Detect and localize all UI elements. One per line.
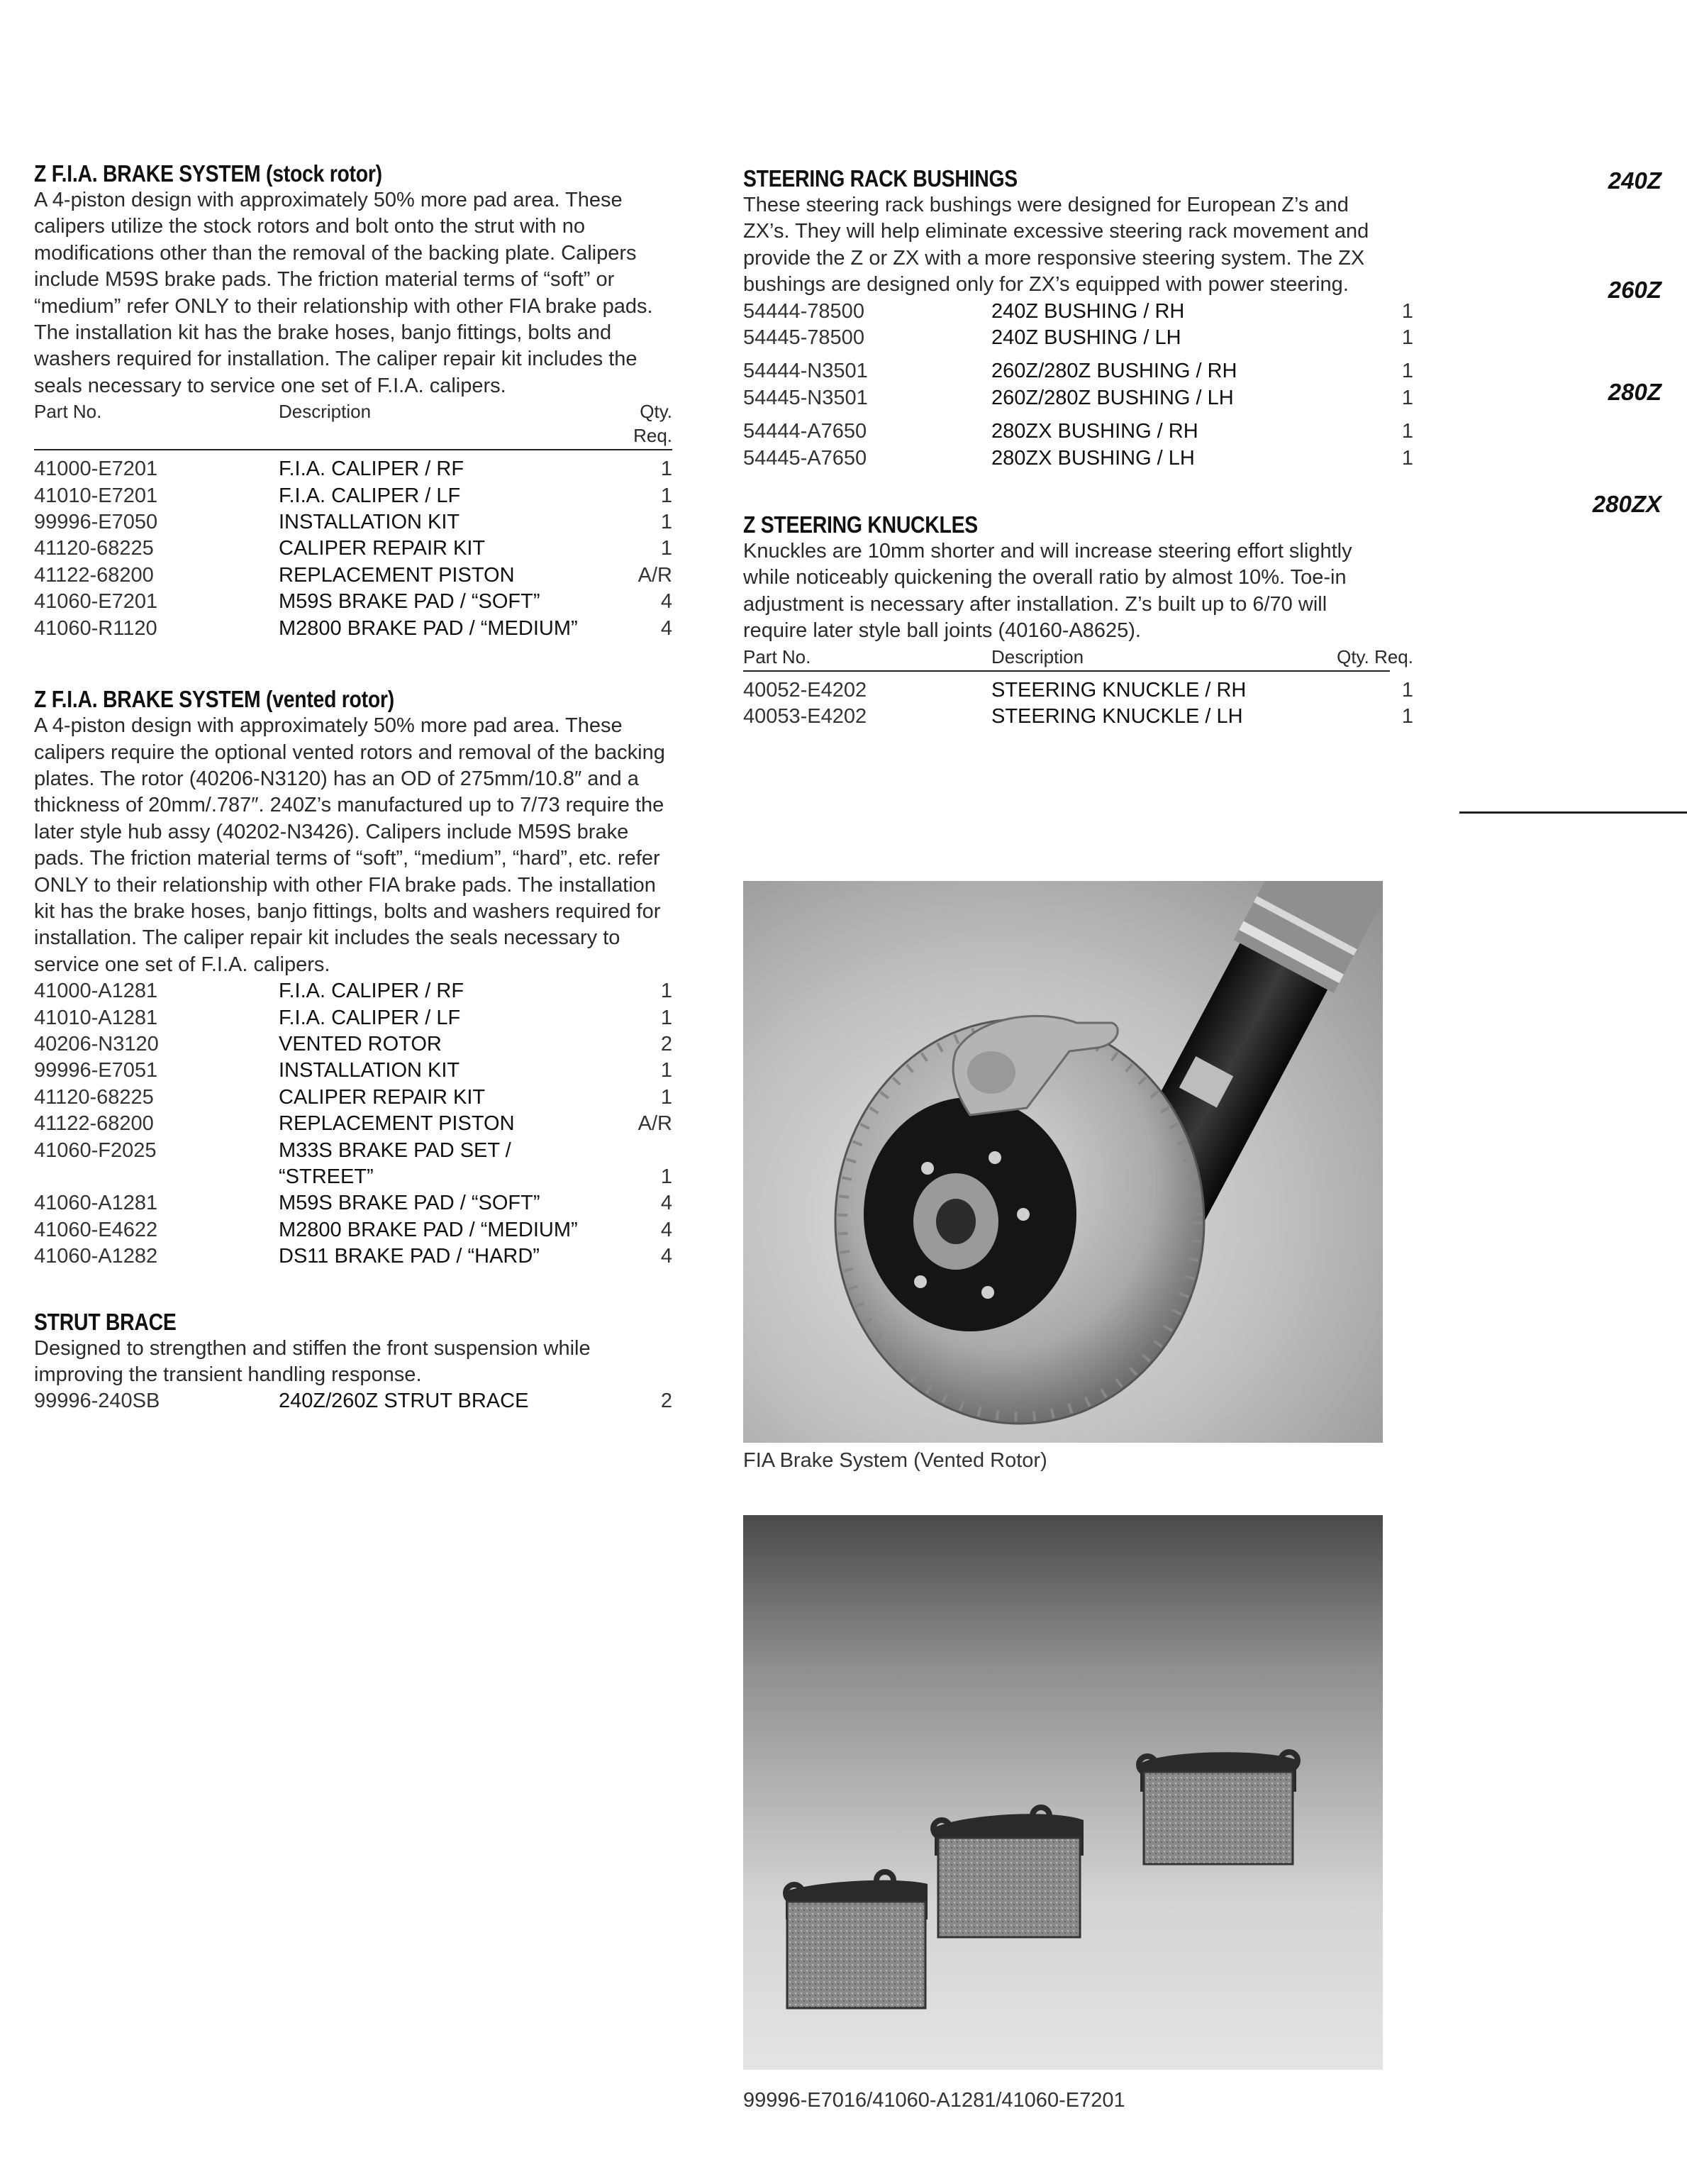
part-number: 41120-68225 (34, 537, 154, 560)
table-row (34, 1243, 672, 1270)
part-qty: 1 (660, 1006, 672, 1029)
part-qty: 1 (660, 484, 672, 507)
section-description: A 4-piston design with approximately 50% more pad area. These calipers utilize the stock rotors and bolt onto the strut with no modifications other than the removal of the backing plate. Calipers include M59S brake pads. The friction material terms of “soft” or “medium” refer ONLY to their relationship with other FIA brake pads. The installation kit has the brake hoses, banjo fittings, bolts and washers required for installation. The caliper repair kit includes the seals necessary to service one set of F.I.A. calipers. (34, 189, 653, 397)
part-number: 41060-A1282 (34, 1245, 158, 1268)
part-qty: 4 (660, 616, 672, 640)
part-qty: 4 (660, 1218, 672, 1241)
part-description: F.I.A. CALIPER / RF (279, 980, 464, 1003)
part-qty: 1 (660, 1085, 672, 1109)
part-qty: 1 (660, 537, 672, 560)
part-description: F.I.A. CALIPER / RF (279, 458, 464, 481)
part-number: 41060-A1281 (34, 1192, 158, 1215)
part-qty: 1 (660, 511, 672, 534)
table-row (34, 978, 672, 1004)
table-row (743, 325, 1413, 351)
part-number: 54444-A7650 (743, 420, 867, 443)
table-row (743, 677, 1413, 704)
table-row (743, 358, 1413, 384)
table-row (34, 509, 672, 536)
table-row (34, 562, 672, 589)
part-qty: 2 (660, 1032, 672, 1055)
part-number: 54445-N3501 (743, 386, 868, 409)
table-header (743, 645, 1413, 672)
section-vented-rotor (34, 686, 672, 1270)
table-row (743, 418, 1413, 445)
part-qty: 1 (1401, 360, 1413, 383)
part-number: 99996-E7050 (34, 511, 158, 534)
header-part-no: Part No. (34, 401, 102, 423)
model-label-280z: 280Z (1608, 379, 1661, 405)
brake-pads-photo (743, 1515, 1383, 2070)
part-number: 99996-240SB (34, 1390, 160, 1413)
part-description: 260Z/280Z BUSHING / RH (991, 360, 1237, 383)
header-description: Description (991, 645, 1084, 667)
part-qty: 4 (660, 590, 672, 614)
header-qty: Qty. Req. (633, 401, 672, 447)
part-number: 54445-A7650 (743, 446, 867, 470)
part-number: 54444-N3501 (743, 360, 868, 383)
part-qty: 1 (660, 458, 672, 481)
part-number: 41000-E7201 (34, 458, 158, 481)
divider-rule (1459, 811, 1687, 814)
section-description: A 4-piston design with approximately 50% more pad area. These calipers require the optional vented rotors and removal of the backing plates. The rotor (40206-N3120) has an OD of 275mm/10.8″ and a thickness of 20mm/.787″. 240Z’s manufactured up to 7/73 require the later style hub assy (40202-N3426). Calipers include M59S brake pads. The friction material terms of “soft”, “medium”, “hard”, etc. refer ONLY to their relationship with other FIA brake pads. The installation kit has the brake hoses, banjo fittings, bolts and washers required for installation. The caliper repair kit includes the seals necessary to service one set of F.I.A. calipers. (34, 714, 665, 976)
table-row (34, 1190, 672, 1216)
photo-caption-brake-system: FIA Brake System (Vented Rotor) (743, 1449, 1047, 1472)
section-steering-knuckles (743, 511, 1413, 730)
part-description: INSTALLATION KIT (279, 511, 460, 534)
part-number: 41000-A1281 (34, 980, 158, 1003)
part-description: STEERING KNUCKLE / RH (991, 678, 1247, 702)
photo-caption-brake-pads: 99996-E7016/41060-A1281/41060-E7201 (743, 2089, 1125, 2112)
part-description: 240Z/260Z STRUT BRACE (279, 1390, 529, 1413)
part-description: VENTED ROTOR (279, 1032, 442, 1055)
parts-table (743, 299, 1413, 472)
part-description: 260Z/280Z BUSHING / LH (991, 386, 1234, 409)
table-row (743, 445, 1413, 472)
part-description: M33S BRAKE PAD SET / “STREET” (279, 1138, 511, 1188)
brake-system-illustration (743, 881, 1383, 1443)
part-description: DS11 BRAKE PAD / “HARD” (279, 1245, 540, 1268)
part-description: CALIPER REPAIR KIT (279, 537, 486, 560)
part-qty: 2 (660, 1390, 672, 1413)
parts-table (743, 677, 1413, 731)
part-number: 99996-E7051 (34, 1059, 158, 1082)
part-number: 41060-E4622 (34, 1218, 158, 1241)
part-number: 54445-78500 (743, 326, 864, 350)
table-row (34, 1058, 672, 1084)
part-number: 40052-E4202 (743, 678, 867, 702)
part-number: 41060-F2025 (34, 1138, 157, 1162)
table-row (34, 1388, 672, 1414)
section-title: Z F.I.A. BRAKE SYSTEM (stock rotor) (34, 160, 382, 187)
table-row (34, 1217, 672, 1243)
part-description: F.I.A. CALIPER / LF (279, 1006, 461, 1029)
section-description: Designed to strengthen and stiffen the front suspension while improving the transient handling response. (34, 1336, 591, 1387)
part-qty: 1 (660, 980, 672, 1003)
part-qty: A/R (638, 563, 672, 587)
header-part-no: Part No. (743, 645, 811, 667)
section-title: Z F.I.A. BRAKE SYSTEM (vented rotor) (34, 686, 394, 713)
part-qty: 1 (1401, 446, 1413, 470)
table-row (743, 299, 1413, 325)
brake-system-photo (743, 881, 1383, 1443)
model-label-260z: 260Z (1608, 277, 1661, 303)
section-title: STRUT BRACE (34, 1308, 177, 1335)
part-qty: 4 (660, 1192, 672, 1215)
parts-table (34, 1388, 672, 1414)
part-number: 41122-68200 (34, 563, 154, 587)
part-description: 240Z BUSHING / LH (991, 326, 1181, 350)
part-qty: 1 (1401, 386, 1413, 409)
part-description: M2800 BRAKE PAD / “MEDIUM” (279, 1218, 578, 1241)
table-row (743, 385, 1413, 411)
table-row (34, 1031, 672, 1058)
model-label-240z: 240Z (1608, 167, 1661, 194)
table-row (34, 536, 672, 562)
section-description: These steering rack bushings were designed for European Z’s and ZX’s. They will help eliminate excessive steering rack movement and provide the Z or ZX with a more responsive steering system. The ZX bushings are designed only for ZX’s equipped with power steering. (743, 194, 1369, 296)
part-description: REPLACEMENT PISTON (279, 1112, 515, 1136)
section-stock-rotor (34, 160, 672, 642)
header-description: Description (279, 401, 372, 423)
part-description: F.I.A. CALIPER / LF (279, 484, 461, 507)
part-number: 54444-78500 (743, 299, 864, 323)
part-qty: 1 (660, 1165, 672, 1188)
part-description: M59S BRAKE PAD / “SOFT” (279, 590, 540, 614)
part-number: 41120-68225 (34, 1085, 154, 1109)
part-number: 41060-R1120 (34, 616, 157, 640)
part-description: M2800 BRAKE PAD / “MEDIUM” (279, 616, 578, 640)
part-number: 41010-E7201 (34, 484, 158, 507)
table-row (34, 1138, 672, 1191)
section-title: Z STEERING KNUCKLES (743, 511, 978, 538)
part-qty: 1 (1401, 705, 1413, 728)
table-row (34, 483, 672, 509)
table-header (34, 399, 672, 450)
model-label-280zx: 280ZX (1592, 491, 1661, 517)
part-description: 280ZX BUSHING / RH (991, 420, 1198, 443)
header-qty: Qty. Req. (1337, 645, 1413, 667)
left-column (34, 160, 672, 1432)
part-description: M59S BRAKE PAD / “SOFT” (279, 1192, 540, 1215)
middle-column (743, 165, 1413, 748)
section-steering-rack-bushings (743, 165, 1413, 472)
part-qty: A/R (638, 1112, 672, 1136)
parts-table (34, 456, 672, 642)
section-strut-brace (34, 1309, 672, 1415)
part-qty: 1 (1401, 678, 1413, 702)
section-description: Knuckles are 10mm shorter and will increase steering effort slightly while noticeably quickening the overall ratio by almost 10%. Toe-in adjustment is necessary after installation. Z’s built up to 6/70 will require later style ball joints (40160-A8625). (743, 540, 1352, 643)
part-qty: 4 (660, 1245, 672, 1268)
part-qty: 1 (1401, 420, 1413, 443)
part-description: 280ZX BUSHING / LH (991, 446, 1195, 470)
part-description: REPLACEMENT PISTON (279, 563, 515, 587)
part-qty: 1 (1401, 326, 1413, 350)
part-qty: 1 (660, 1059, 672, 1082)
section-title: STEERING RACK BUSHINGS (743, 165, 1018, 192)
part-description: 240Z BUSHING / RH (991, 299, 1185, 323)
table-row (34, 1111, 672, 1137)
table-row (34, 1085, 672, 1111)
brake-pads-illustration (743, 1515, 1383, 2070)
table-row (34, 456, 672, 482)
parts-table (34, 978, 672, 1270)
part-description: INSTALLATION KIT (279, 1059, 460, 1082)
part-description: STEERING KNUCKLE / LH (991, 705, 1243, 728)
part-number: 40206-N3120 (34, 1032, 159, 1055)
table-row (34, 589, 672, 615)
part-number: 41060-E7201 (34, 590, 158, 614)
part-number: 41122-68200 (34, 1112, 154, 1136)
table-row (743, 704, 1413, 730)
part-qty: 1 (1401, 299, 1413, 323)
part-number: 41010-A1281 (34, 1006, 158, 1029)
part-description: CALIPER REPAIR KIT (279, 1085, 486, 1109)
table-row (34, 616, 672, 642)
table-row (34, 1005, 672, 1031)
part-number: 40053-E4202 (743, 705, 867, 728)
